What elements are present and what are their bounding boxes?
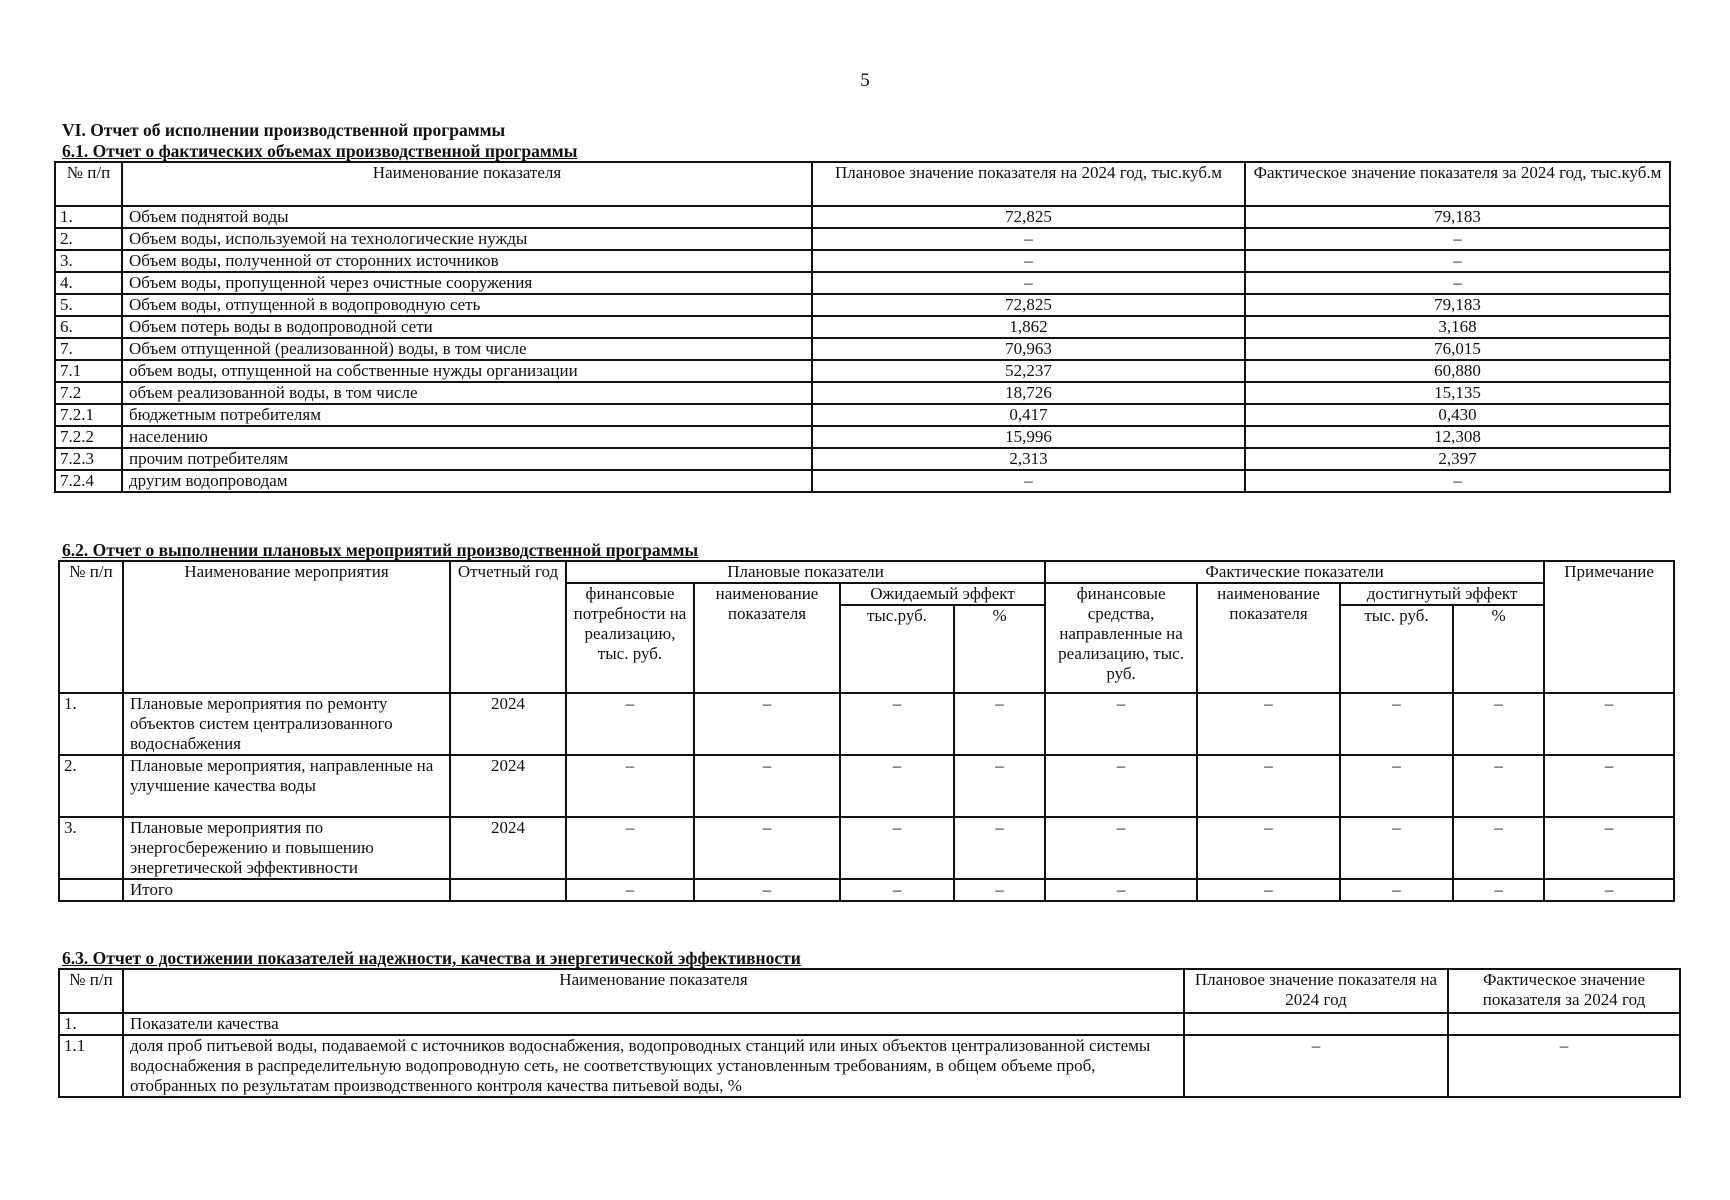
row-number: 7. (55, 338, 122, 360)
col-header-fact: Фактическое значение показателя за 2024 год, тыс.куб.м (1245, 162, 1670, 206)
row-name: Плановые мероприятия по энергосбережению и повышению энергетической эффективности (123, 817, 450, 879)
row-name: Объем отпущенной (реализованной) воды, в том числе (122, 338, 812, 360)
row-name: Плановые мероприятия, направленные на улучшение качества воды (123, 755, 450, 817)
row-fact-value: 79,183 (1245, 294, 1670, 316)
row-fact-value: 79,183 (1245, 206, 1670, 228)
col-header-plan-ind: наименование показателя (694, 583, 840, 693)
measures-title: 6.2. Отчет о выполнении плановых мероприятий производственной программы (62, 540, 699, 560)
total-cell: – (1045, 879, 1197, 901)
col-header-plan: Плановое значение показателя на 2024 год (1184, 969, 1448, 1013)
row-cell: – (954, 817, 1045, 879)
row-cell: – (1544, 817, 1674, 879)
row-fact-value: – (1245, 272, 1670, 294)
row-name: Объем потерь воды в водопроводной сети (122, 316, 812, 338)
row-year: 2024 (450, 693, 566, 755)
row-cell: – (566, 817, 694, 879)
table-row (55, 272, 1670, 294)
col-header-num: № п/п (59, 969, 123, 1013)
row-number: 1.1 (59, 1035, 123, 1097)
col-header-note: Примечание (1544, 561, 1674, 693)
row-cell: – (1453, 693, 1544, 755)
row-plan-value: – (812, 250, 1245, 272)
row-plan-value: 52,237 (812, 360, 1245, 382)
row-number: 7.2.3 (55, 448, 122, 470)
row-cell: – (1340, 817, 1453, 879)
total-cell: – (694, 879, 840, 901)
row-number: 1. (59, 1013, 123, 1035)
table-row (55, 448, 1670, 470)
row-cell: – (1453, 817, 1544, 879)
total-cell: – (1544, 879, 1674, 901)
row-cell: – (1045, 693, 1197, 755)
row-number: 7.2.4 (55, 470, 122, 492)
reliability-table (58, 968, 1681, 1098)
row-fact-value: 15,135 (1245, 382, 1670, 404)
row-cell: – (694, 755, 840, 817)
row-year: 2024 (450, 755, 566, 817)
row-name: Объем поднятой воды (122, 206, 812, 228)
row-number: 7.2 (55, 382, 122, 404)
col-header-fact-pct: % (1453, 605, 1544, 693)
section-title: VI. Отчет об исполнении производственной программы (62, 120, 506, 140)
total-cell: – (1340, 879, 1453, 901)
row-name: Объем воды, пропущенной через очистные сооружения (122, 272, 812, 294)
row-cell: – (1197, 755, 1340, 817)
row-number: 3. (55, 250, 122, 272)
table-row (59, 693, 1674, 755)
table-row (55, 338, 1670, 360)
row-number: 1. (59, 693, 123, 755)
row-cell: – (1197, 817, 1340, 879)
row-name: бюджетным потребителям (122, 404, 812, 426)
table-row (59, 817, 1674, 879)
row-year: 2024 (450, 817, 566, 879)
row-number: 7.2.2 (55, 426, 122, 448)
col-header-name: Наименование мероприятия (123, 561, 450, 693)
table-row (55, 426, 1670, 448)
row-plan-value: 72,825 (812, 206, 1245, 228)
row-number: 6. (55, 316, 122, 338)
row-plan-value: 1,862 (812, 316, 1245, 338)
col-header-fact-fin: финансовые средства, направленные на реализацию, тыс. руб. (1045, 583, 1197, 693)
col-header-fact-effect: достигнутый эффект (1340, 583, 1544, 605)
row-cell: – (1197, 693, 1340, 755)
row-name: Объем воды, отпущенной в водопроводную сеть (122, 294, 812, 316)
row-cell: – (566, 755, 694, 817)
row-fact-value: – (1448, 1035, 1680, 1097)
row-plan-value: 72,825 (812, 294, 1245, 316)
row-cell: – (694, 693, 840, 755)
row-fact-value: – (1245, 470, 1670, 492)
row-cell: – (1340, 693, 1453, 755)
row-plan-value: 0,417 (812, 404, 1245, 426)
row-fact-value: 2,397 (1245, 448, 1670, 470)
row-cell: – (840, 693, 954, 755)
row-plan-value: 15,996 (812, 426, 1245, 448)
table-row (59, 1013, 1680, 1035)
total-num (59, 879, 123, 901)
col-header-name: Наименование показателя (122, 162, 812, 206)
row-cell: – (954, 693, 1045, 755)
table-row (59, 755, 1674, 817)
row-cell: – (954, 755, 1045, 817)
row-fact-value: 3,168 (1245, 316, 1670, 338)
row-fact-value: 12,308 (1245, 426, 1670, 448)
row-name: Объем воды, полученной от сторонних источников (122, 250, 812, 272)
col-header-fact-group: Фактические показатели (1045, 561, 1544, 583)
total-cell: – (1453, 879, 1544, 901)
row-number: 4. (55, 272, 122, 294)
row-number: 7.1 (55, 360, 122, 382)
row-name: Объем воды, используемой на технологические нужды (122, 228, 812, 250)
col-header-fact-rub: тыс. руб. (1340, 605, 1453, 693)
col-header-num: № п/п (55, 162, 122, 206)
reliability-title: 6.3. Отчет о достижении показателей надежности, качества и энергетической эффективности (62, 948, 801, 968)
row-plan-value: 2,313 (812, 448, 1245, 470)
table-row (55, 404, 1670, 426)
col-header-plan-pct: % (954, 605, 1045, 693)
row-cell: – (840, 817, 954, 879)
table-row (55, 316, 1670, 338)
col-header-num: № п/п (59, 561, 123, 693)
col-header-plan-rub: тыс.руб. (840, 605, 954, 693)
row-fact-value: – (1245, 228, 1670, 250)
row-fact-value: – (1245, 250, 1670, 272)
total-label: Итого (123, 879, 450, 901)
row-name: прочим потребителям (122, 448, 812, 470)
col-header-fact-ind: наименование показателя (1197, 583, 1340, 693)
col-header-name: Наименование показателя (123, 969, 1184, 1013)
row-plan-value: – (812, 228, 1245, 250)
table-row (55, 228, 1670, 250)
page-number: 5 (860, 70, 870, 91)
volumes-title: 6.1. Отчет о фактических объемах производственной программы (62, 141, 578, 161)
row-cell: – (1340, 755, 1453, 817)
table-row (55, 360, 1670, 382)
table-row (55, 382, 1670, 404)
col-header-plan: Плановое значение показателя на 2024 год, тыс.куб.м (812, 162, 1245, 206)
row-plan-value: 70,963 (812, 338, 1245, 360)
row-name: другим водопроводам (122, 470, 812, 492)
col-header-plan-fin: финансовые потребности на реализацию, тыс. руб. (566, 583, 694, 693)
row-name: Показатели качества (123, 1013, 1184, 1035)
table-row (55, 294, 1670, 316)
row-name: Плановые мероприятия по ремонту объектов систем централизованного водоснабжения (123, 693, 450, 755)
row-plan-value: – (812, 470, 1245, 492)
row-cell: – (1544, 693, 1674, 755)
row-number: 1. (55, 206, 122, 228)
row-plan-value: 18,726 (812, 382, 1245, 404)
table-row (55, 206, 1670, 228)
row-number: 2. (59, 755, 123, 817)
row-plan-value: – (812, 272, 1245, 294)
col-header-year: Отчетный год (450, 561, 566, 693)
row-fact-value (1448, 1013, 1680, 1035)
row-cell: – (1045, 755, 1197, 817)
row-fact-value: 60,880 (1245, 360, 1670, 382)
volumes-table (54, 161, 1671, 493)
row-cell: – (1045, 817, 1197, 879)
row-plan-value: – (1184, 1035, 1448, 1097)
row-cell: – (1453, 755, 1544, 817)
row-name: объем реализованной воды, в том числе (122, 382, 812, 404)
row-name: объем воды, отпущенной на собственные нужды организации (122, 360, 812, 382)
total-cell: – (566, 879, 694, 901)
total-year (450, 879, 566, 901)
row-cell: – (1544, 755, 1674, 817)
row-cell: – (694, 817, 840, 879)
total-cell: – (840, 879, 954, 901)
total-cell: – (954, 879, 1045, 901)
row-fact-value: 76,015 (1245, 338, 1670, 360)
col-header-plan-group: Плановые показатели (566, 561, 1045, 583)
row-number: 2. (55, 228, 122, 250)
col-header-plan-effect: Ожидаемый эффект (840, 583, 1045, 605)
table-row (55, 470, 1670, 492)
row-number: 5. (55, 294, 122, 316)
total-row (59, 879, 1674, 901)
row-name: доля проб питьевой воды, подаваемой с источников водоснабжения, водопроводных станций или иных объектов централизованной системы водоснабжения в распределительную водопроводную сеть, не соответствующих установленным требованиям, в общем объеме проб, отобранных по результатам производственного контроля качества питьевой воды, % (123, 1035, 1184, 1097)
table-row (55, 250, 1670, 272)
row-cell: – (840, 755, 954, 817)
col-header-fact: Фактическое значение показателя за 2024 год (1448, 969, 1680, 1013)
table-row (59, 1035, 1680, 1097)
row-name: населению (122, 426, 812, 448)
row-number: 7.2.1 (55, 404, 122, 426)
row-cell: – (566, 693, 694, 755)
row-number: 3. (59, 817, 123, 879)
row-fact-value: 0,430 (1245, 404, 1670, 426)
row-plan-value (1184, 1013, 1448, 1035)
measures-table (58, 560, 1675, 902)
total-cell: – (1197, 879, 1340, 901)
